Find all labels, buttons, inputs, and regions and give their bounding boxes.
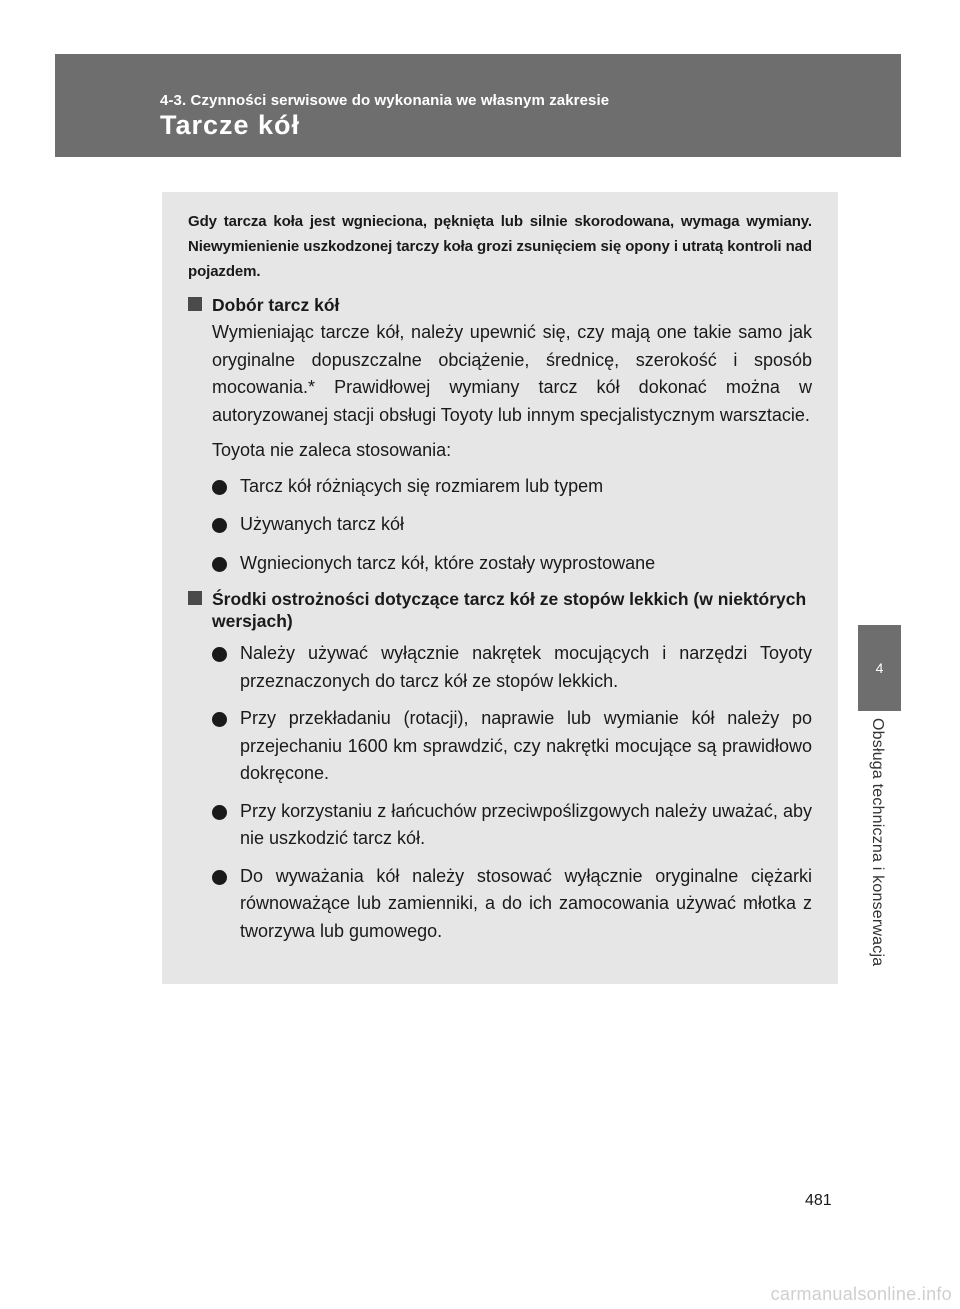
list-item: Należy używać wyłącznie nakrętek mocujących i narzędzi Toyoty przeznaczonych do tarcz kół ze stopów lekkich. (212, 640, 812, 695)
paragraph: Wymieniając tarcze kół, należy upewnić się, czy mają one takie samo jak oryginalne dopuszczalne obciążenie, średnicę, szerokość i sposób mocowania.* Prawidłowej wymiany tarcz kół dokonać można w autoryzowanej stacji obsługi Toyoty lub innym specjalistycznym warsztacie. (212, 322, 812, 425)
bullet-dot-icon (212, 705, 240, 788)
subheading-text: Środki ostrożności dotyczące tarcz kół ze stopów lekkich (w niektórych wersjach) (212, 589, 807, 631)
subheading-wheel-selection (188, 294, 812, 316)
list-item: Przy przekładaniu (rotacji), naprawie lub wymianie kół należy po przejechaniu 1600 km sprawdzić, czy nakrętki mocujące są prawidłowo dokręcone. (212, 705, 812, 788)
paragraph: Toyota nie zaleca stosowania: (212, 440, 452, 460)
caution-intro: Gdy tarcza koła jest wgnieciona, pęknięta lub silnie skorodowana, wymaga wymiany. Niewymienienie uszkodzonej tarczy koła grozi zsunięciem się opony i utratą kontroli nad pojazdem. (188, 213, 812, 280)
bullet-dot-icon (212, 640, 240, 695)
subheading-text: Dobór tarcz kół (212, 295, 340, 315)
bullet-dot-icon (212, 798, 240, 853)
chapter-label: Obsługa techniczna i konserwacja (869, 718, 886, 967)
bullet-dot-icon (212, 511, 240, 539)
page-number: 481 (805, 1192, 832, 1209)
bullet-dot-icon (212, 473, 240, 501)
list-item: Tarcz kół różniących się rozmiarem lub typem (212, 473, 812, 501)
watermark: carmanualsonline.info (770, 1284, 952, 1304)
bullet-list (188, 473, 812, 578)
square-bullet-icon (188, 294, 212, 316)
section-title: 4-3. Czynności serwisowe do wykonania we własnym zakresie (160, 92, 610, 109)
bullet-dot-icon (212, 863, 240, 946)
list-item: Przy korzystaniu z łańcuchów przeciwpoślizgowych należy uważać, aby nie uszkodzić tarcz kół. (212, 798, 812, 853)
square-bullet-icon (188, 588, 212, 632)
list-item: Wgniecionych tarcz kół, które zostały wyprostowane (212, 550, 812, 578)
caution-box (162, 192, 838, 984)
bullet-list (188, 640, 812, 945)
list-item: Używanych tarcz kół (212, 511, 812, 539)
list-item: Do wyważania kół należy stosować wyłącznie oryginalne ciężarki równoważące lub zamienniki, a do ich zamocowania używać młotka z tworzywa lub gumowego. (212, 863, 812, 946)
chapter-tab[interactable]: 4 (858, 625, 901, 711)
page-title: Tarcze kół (160, 110, 301, 140)
subheading-alloy-wheel-precautions (188, 588, 812, 632)
bullet-dot-icon (212, 550, 240, 578)
